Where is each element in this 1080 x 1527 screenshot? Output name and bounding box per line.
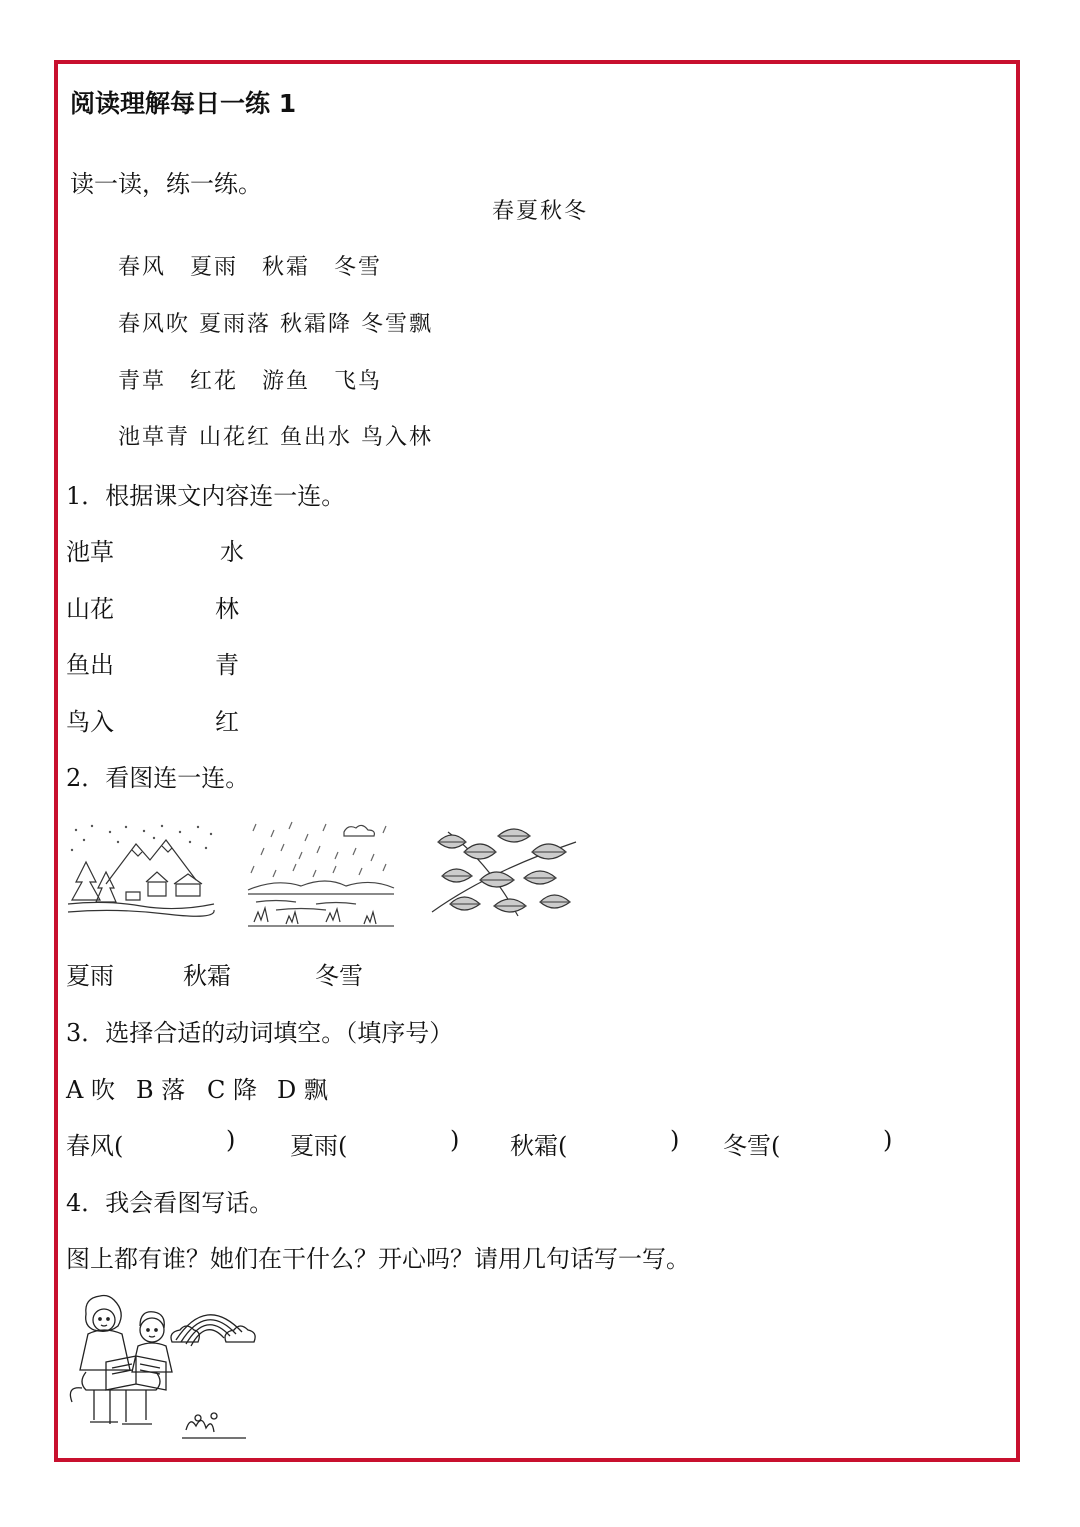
- q1-left-1[interactable]: 池草: [66, 538, 114, 566]
- poem-line-3: 青草 红花 游鱼 飞鸟: [118, 369, 383, 394]
- q2-label-2[interactable]: 秋霜: [183, 962, 231, 990]
- poem-line-4: 池草青 山花红 鱼出水 鸟入林: [118, 425, 433, 450]
- q1-right-3[interactable]: 青: [215, 651, 239, 679]
- q3-blank-4-close: ): [883, 1126, 893, 1154]
- q3-option-a: A 吹: [66, 1076, 115, 1104]
- q3-option-b: B 落: [136, 1076, 186, 1104]
- q3-blank-1-word: 春风(: [66, 1132, 124, 1160]
- q3-blank-1-close: ): [226, 1126, 236, 1154]
- poem-line-2: 春风吹 夏雨落 秋霜降 冬雪飘: [118, 312, 433, 337]
- q1-right-1[interactable]: 水: [220, 538, 244, 566]
- q3-blank-3-close: ): [670, 1126, 680, 1154]
- q1-left-2[interactable]: 山花: [66, 595, 114, 623]
- q3-option-d: D 飘: [277, 1076, 328, 1104]
- q2-prompt: 2．看图连一连。: [66, 764, 250, 792]
- frost-leaves-icon[interactable]: [428, 822, 580, 920]
- q3-blank-4-word: 冬雪(: [723, 1132, 781, 1160]
- q3-blank-2-close: ): [450, 1126, 460, 1154]
- q1-left-4[interactable]: 鸟入: [66, 708, 114, 736]
- page-title: 阅读理解每日一练 1: [70, 89, 297, 118]
- q1-right-2[interactable]: 林: [215, 595, 239, 623]
- q1-right-4[interactable]: 红: [215, 708, 239, 736]
- q1-prompt: 1．根据课文内容连一连。: [66, 482, 346, 510]
- q3-blank-3-word: 秋霜(: [510, 1132, 568, 1160]
- q3-blank-2-word: 夏雨(: [290, 1132, 348, 1160]
- q3-option-c: C 降: [207, 1076, 257, 1104]
- poem-title: 春夏秋冬: [492, 199, 589, 224]
- q4-question: 图上都有谁？她们在干什么？开心吗？请用几句话写一写。: [66, 1245, 690, 1273]
- q3-prompt: 3．选择合适的动词填空。（填序号）: [66, 1019, 454, 1047]
- q1-left-3[interactable]: 鱼出: [66, 651, 114, 679]
- rain-scene-icon[interactable]: [246, 818, 396, 930]
- poem-line-1: 春风 夏雨 秋霜 冬雪: [118, 255, 383, 280]
- q2-label-3[interactable]: 冬雪: [315, 962, 363, 990]
- mother-daughter-reading-icon: [66, 1290, 266, 1442]
- q2-label-1[interactable]: 夏雨: [66, 962, 114, 990]
- snow-scene-icon[interactable]: [66, 822, 216, 918]
- q4-prompt: 4．我会看图写话。: [66, 1189, 274, 1217]
- instruction: 读一读，练一练。: [70, 170, 262, 198]
